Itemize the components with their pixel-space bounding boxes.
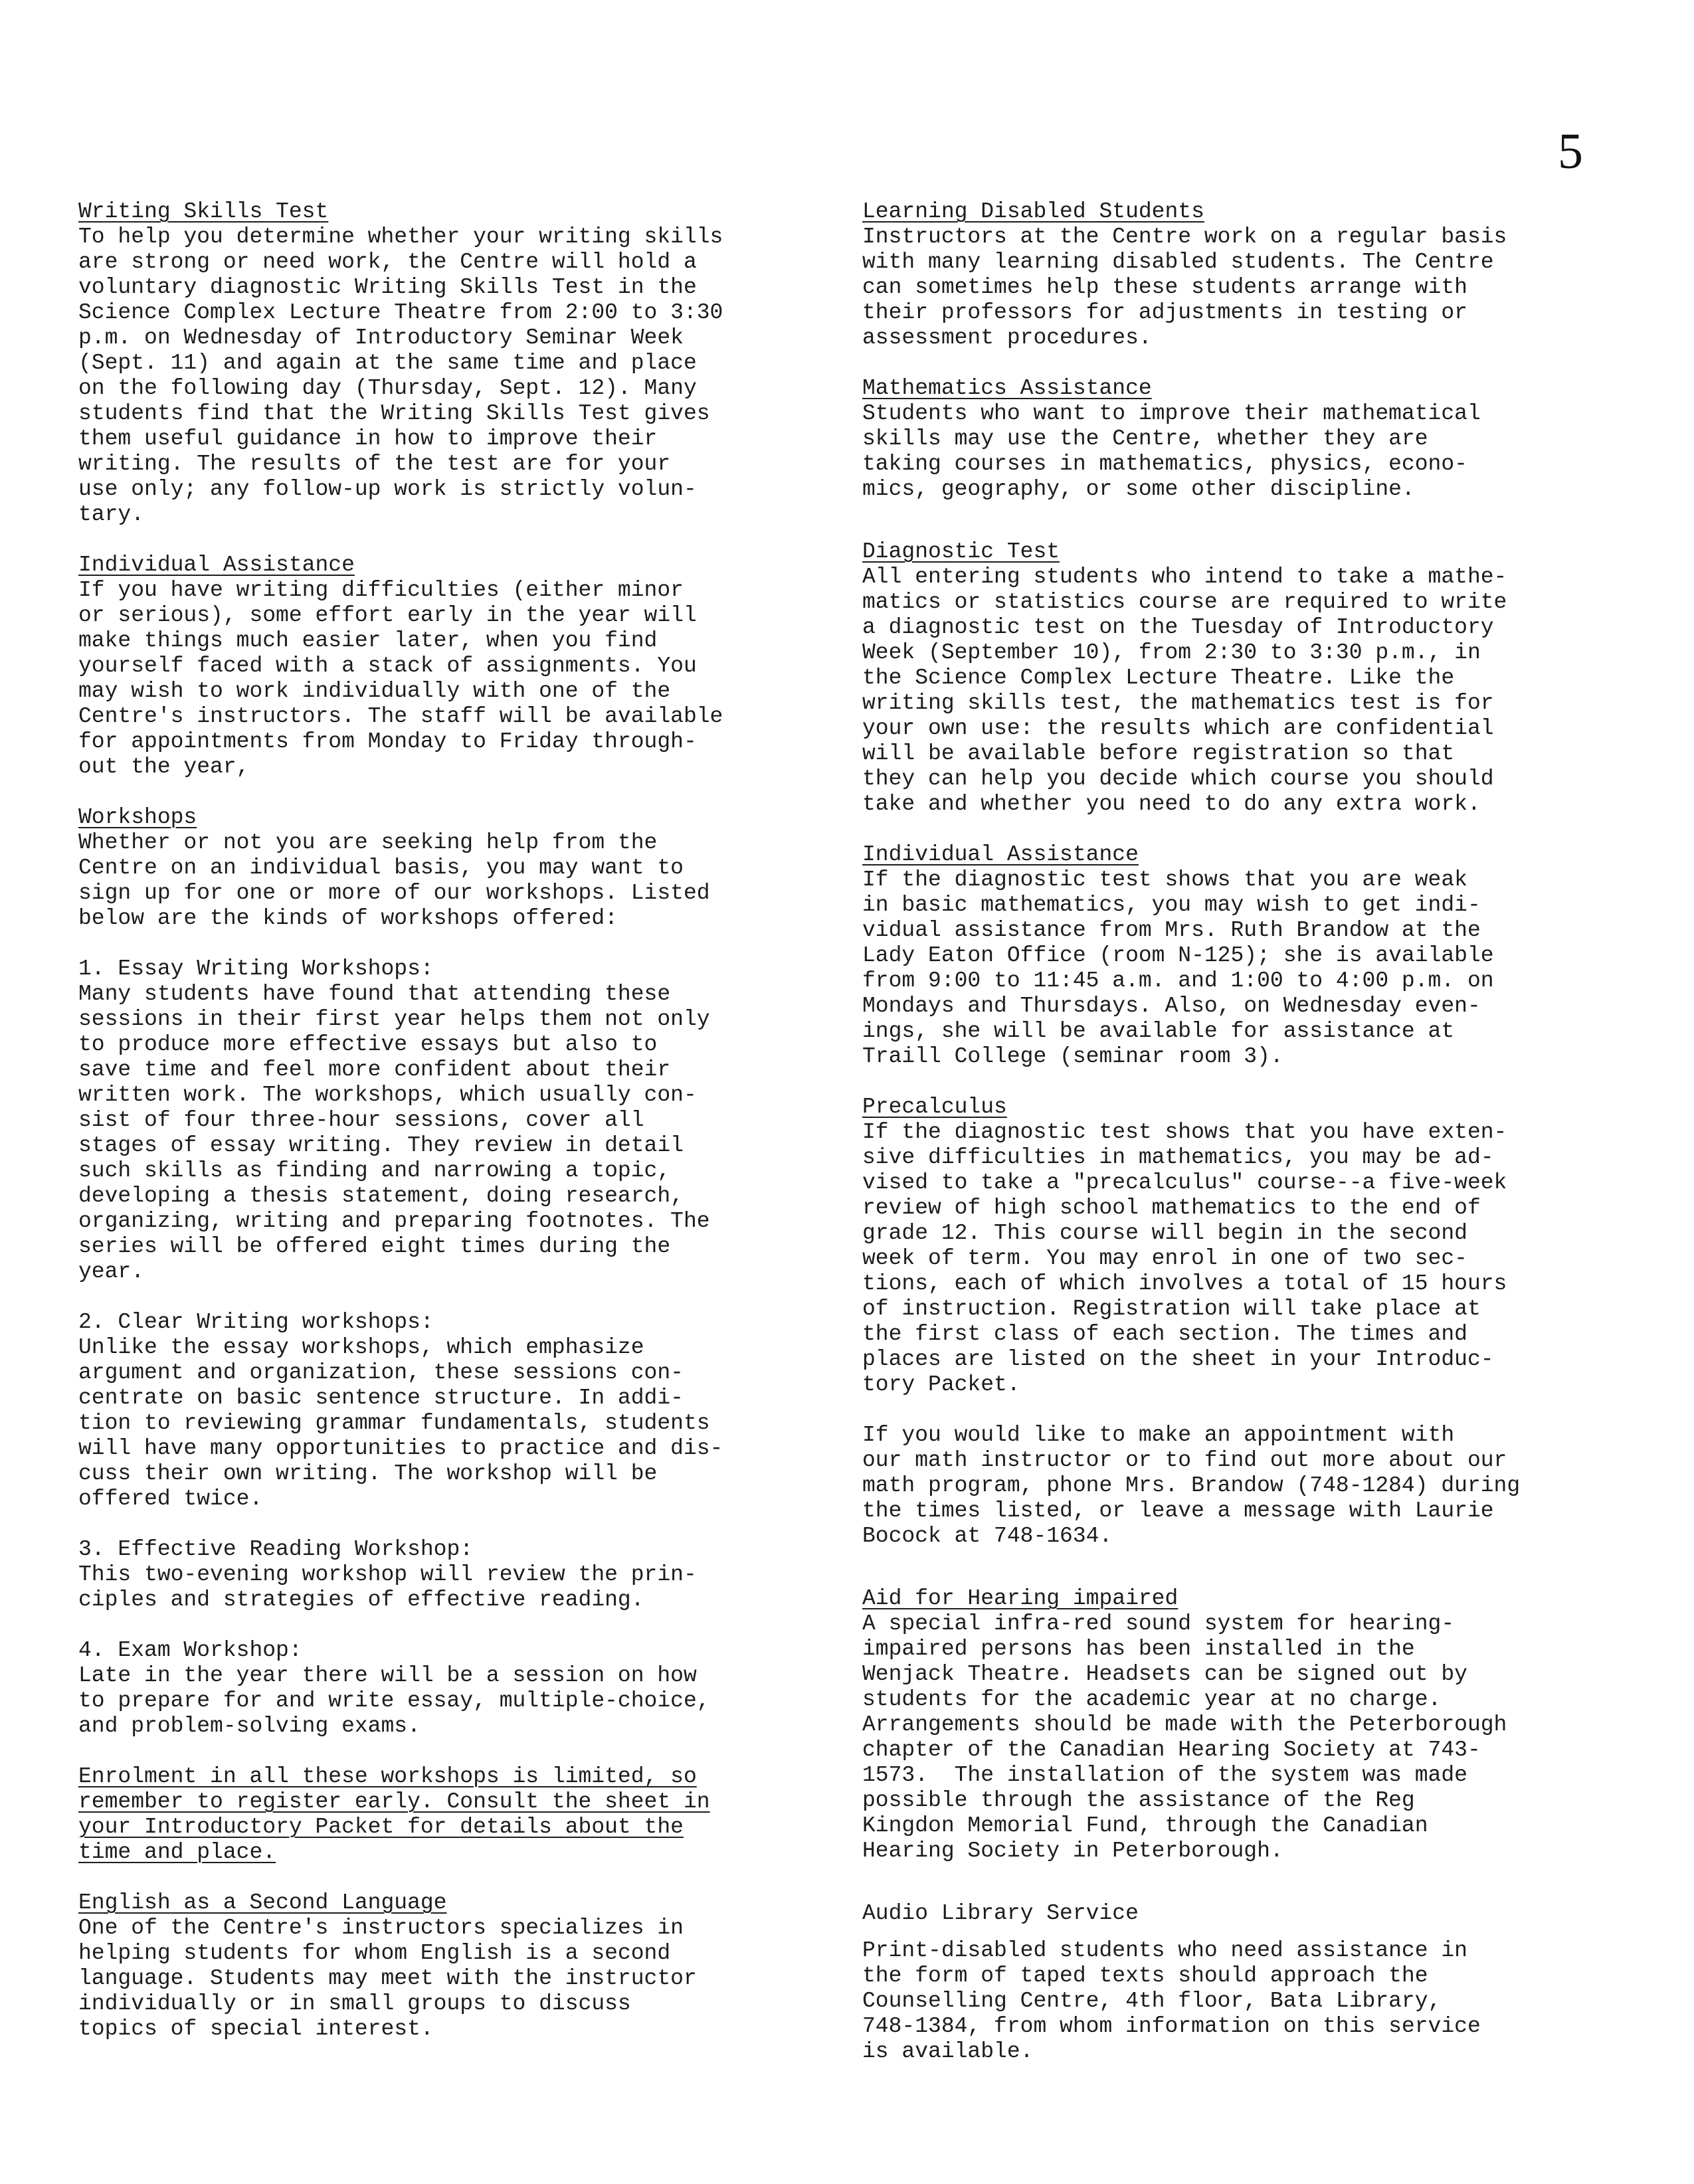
text-line: can sometimes help these students arrange with [862,275,1467,300]
text-line: Mondays and Thursdays. Also, on Wednesday even- [862,994,1481,1018]
section [78,956,829,1285]
text-line: places are listed on the sheet in your Introduc- [862,1347,1494,1372]
section [862,376,1633,502]
section [78,199,829,527]
text-line: Science Complex Lecture Theatre from 2:00 to 3:30 [78,300,723,325]
text-line: sive difficulties in mathematics, you may be ad- [862,1145,1494,1170]
text-line: 1. Essay Writing Workshops: [78,956,434,981]
text-line: 748-1384, from whom information on this service [862,2014,1481,2039]
section [78,1638,829,1739]
text-line: p.m. on Wednesday of Introductory Seminar Week [78,325,684,350]
section [78,553,829,780]
section [862,842,1633,1069]
section-heading: Learning Disabled Students [862,199,1204,224]
text-line: ciples and strategies of effective reading. [78,1588,644,1612]
text-line: written work. The workshops, which usually con- [78,1083,697,1107]
text-line: ings, she will be available for assistance at [862,1019,1455,1044]
text-line: Many students have found that attending these [78,982,671,1006]
text-line: time and place. [78,1840,276,1865]
text-line: may wish to work individually with one of the [78,679,671,703]
section-heading: Audio Library Service [862,1901,1139,1926]
text-line: make things much easier later, when you find [78,628,658,653]
text-line: will have many opportunities to practice and dis- [78,1436,723,1461]
text-line: (Sept. 11) and again at the same time and place [78,351,697,375]
text-line: helping students for whom English is a second [78,1941,671,1965]
text-line: students find that the Writing Skills Test gives [78,401,710,426]
text-line: 4. Exam Workshop: [78,1638,302,1663]
text-line: If the diagnostic test shows that you have exten- [862,1120,1507,1144]
text-line: topics of special interest. [78,2017,434,2041]
text-line: vidual assistance from Mrs. Ruth Brandow at the [862,918,1481,943]
section [862,199,1633,351]
text-line: Bocock at 748-1634. [862,1524,1113,1548]
text-line: Traill College (seminar room 3). [862,1044,1283,1069]
text-line: skills may use the Centre, whether they are [862,426,1428,451]
section [78,1764,829,1865]
text-line: individually or in small groups to discuss [78,1991,631,2016]
text-line: assessment procedures. [862,325,1152,350]
text-line: sign up for one or more of our workshops. Listed [78,881,710,905]
text-line: from 9:00 to 11:45 a.m. and 1:00 to 4:00 p.m. on [862,968,1494,993]
text-line: week of term. You may enrol in one of two sec- [862,1246,1467,1271]
text-line: argument and organization, these sessions con- [78,1360,684,1385]
section-heading: Mathematics Assistance [862,376,1152,401]
text-line: in basic mathematics, you may wish to get indi- [862,893,1481,917]
text-line: for appointments from Monday to Friday through- [78,729,697,754]
text-line: A special infra-red sound system for hearing- [862,1611,1455,1636]
text-line: vised to take a "precalculus" course--a five-week [862,1170,1507,1195]
text-line: use only; any follow-up work is strictly volun- [78,477,697,501]
text-line: save time and feel more confident about their [78,1057,671,1082]
text-line: tions, each of which involves a total of 15 hours [862,1271,1507,1296]
text-line: the first class of each section. The times and [862,1322,1467,1346]
text-line: our math instructor or to find out more about our [862,1448,1507,1473]
section-heading: Precalculus [862,1095,1007,1119]
text-line: If you have writing difficulties (either minor [78,578,684,602]
section [862,1095,1633,1398]
text-line: with many learning disabled students. The Centre [862,250,1494,274]
text-line: writing. The results of the test are for your [78,452,671,476]
text-line: voluntary diagnostic Writing Skills Test in the [78,275,697,300]
text-line: a diagnostic test on the Tuesday of Introductory [862,615,1494,640]
text-line: Late in the year there will be a session on how [78,1663,697,1688]
text-line: tory Packet. [862,1372,1020,1397]
left-column [78,199,829,2042]
text-line: impaired persons has been installed in the [862,1637,1415,1661]
text-line: yourself faced with a stack of assignments. You [78,654,697,678]
text-line: the form of taped texts should approach the [862,1963,1428,1988]
right-column [862,199,1633,2064]
section-heading: Individual Assistance [78,553,355,577]
text-line: math program, phone Mrs. Brandow (748-1284) during [862,1473,1521,1498]
text-line: sist of four three-hour sessions, cover all [78,1108,644,1133]
text-line: sessions in their first year helps them not only [78,1007,710,1032]
text-line: the Science Complex Lecture Theatre. Like the [862,666,1455,690]
text-line: 3. Effective Reading Workshop: [78,1537,474,1562]
section-heading: Diagnostic Test [862,539,1060,564]
text-line: chapter of the Canadian Hearing Society at 743- [862,1738,1481,1762]
section-heading: Writing Skills Test [78,199,329,224]
text-line: organizing, writing and preparing footnotes. The [78,1209,710,1233]
text-line: If the diagnostic test shows that you are weak [862,867,1467,892]
text-line: Counselling Centre, 4th floor, Bata Library, [862,1989,1442,2013]
section [78,1310,829,1512]
text-line: below are the kinds of workshops offered: [78,906,618,931]
text-line: Centre on an individual basis, you may want to [78,856,684,880]
text-line: Students who want to improve their mathematical [862,401,1481,426]
text-line: year. [78,1259,145,1284]
section-heading: Individual Assistance [862,842,1139,867]
text-line: is available. [862,2039,1034,2064]
text-line: language. Students may meet with the instructor [78,1966,697,1991]
text-line: Centre's instructors. The staff will be available [78,704,723,729]
text-line: and problem-solving exams. [78,1714,421,1738]
text-line: Arrangements should be made with the Peterborough [862,1712,1507,1737]
text-line: them useful guidance in how to improve their [78,426,658,451]
text-line: your Introductory Packet for details about the [78,1815,684,1839]
text-line: or serious), some effort early in the year will [78,603,697,628]
text-line: such skills as finding and narrowing a topic, [78,1158,671,1183]
text-line: their professors for adjustments in testing or [862,300,1467,325]
page-number: 5 [1558,124,1583,179]
text-line: Instructors at the Centre work on a regular basis [862,225,1507,249]
text-line: to prepare for and write essay, multiple-choice, [78,1688,710,1713]
text-line: stages of essay writing. They review in detail [78,1133,684,1158]
text-line: students for the academic year at no charge. [862,1687,1442,1712]
text-line: Lady Eaton Office (room N-125); she is available [862,943,1494,968]
text-line: to produce more effective essays but also to [78,1032,658,1057]
text-line: One of the Centre's instructors specializes in [78,1916,684,1940]
text-line: Unlike the essay workshops, which emphasize [78,1335,644,1360]
text-line: Enrolment in all these workshops is limited, so [78,1764,697,1789]
section-heading: English as a Second Language [78,1890,447,1915]
text-line: out the year, [78,755,250,779]
text-line: matics or statistics course are required to write [862,590,1507,614]
section [78,1890,829,2042]
section [862,539,1633,817]
text-line: writing skills test, the mathematics test is for [862,691,1494,715]
text-line: of instruction. Registration will take place at [862,1297,1481,1321]
section-heading: Aid for Hearing impaired [862,1586,1178,1611]
section [862,1901,1633,2064]
text-line: If you would like to make an appointment with [862,1423,1455,1447]
text-line: Print-disabled students who need assistance in [862,1938,1467,1963]
section-heading: Workshops [78,805,197,830]
text-line: 2. Clear Writing workshops: [78,1310,434,1334]
text-line: they can help you decide which course you should [862,767,1494,791]
text-line: offered twice. [78,1487,263,1511]
text-line: Week (September 10), from 2:30 to 3:30 p.m., in [862,640,1481,665]
text-line: centrate on basic sentence structure. In addi- [78,1386,684,1410]
text-line: cuss their own writing. The workshop will be [78,1461,658,1486]
text-line: will be available before registration so that [862,741,1455,766]
text-line: All entering students who intend to take a mathe- [862,565,1507,589]
section [862,1586,1633,1864]
text-line: This two-evening workshop will review the prin- [78,1562,697,1587]
text-line: grade 12. This course will begin in the second [862,1221,1467,1245]
section [78,1537,829,1613]
text-line: taking courses in mathematics, physics, econo- [862,452,1467,476]
text-line: tion to reviewing grammar fundamentals, students [78,1411,710,1435]
section [78,805,829,931]
text-line: Whether or not you are seeking help from the [78,830,658,855]
text-line: developing a thesis statement, doing research, [78,1184,684,1208]
text-line: review of high school mathematics to the end of [862,1196,1481,1220]
text-line: possible through the assistance of the Reg [862,1788,1415,1813]
text-line: the times listed, or leave a message with Laurie [862,1499,1494,1523]
section [862,1423,1633,1549]
text-line: are strong or need work, the Centre will hold a [78,250,697,274]
text-line: To help you determine whether your writing skills [78,225,723,249]
text-line: Wenjack Theatre. Headsets can be signed out by [862,1662,1467,1686]
text-line: your own use: the results which are confidential [862,716,1494,741]
text-line: remember to register early. Consult the sheet in [78,1789,710,1814]
text-line: on the following day (Thursday, Sept. 12). Many [78,376,697,401]
text-line: series will be offered eight times during the [78,1234,671,1259]
text-line: Hearing Society in Peterborough. [862,1839,1283,1863]
text-line: take and whether you need to do any extra work. [862,792,1481,816]
text-line: mics, geography, or some other discipline. [862,477,1415,501]
text-line: 1573. The installation of the system was made [862,1763,1467,1787]
text-line: Kingdon Memorial Fund, through the Canadian [862,1813,1428,1838]
text-line: tary. [78,502,145,527]
